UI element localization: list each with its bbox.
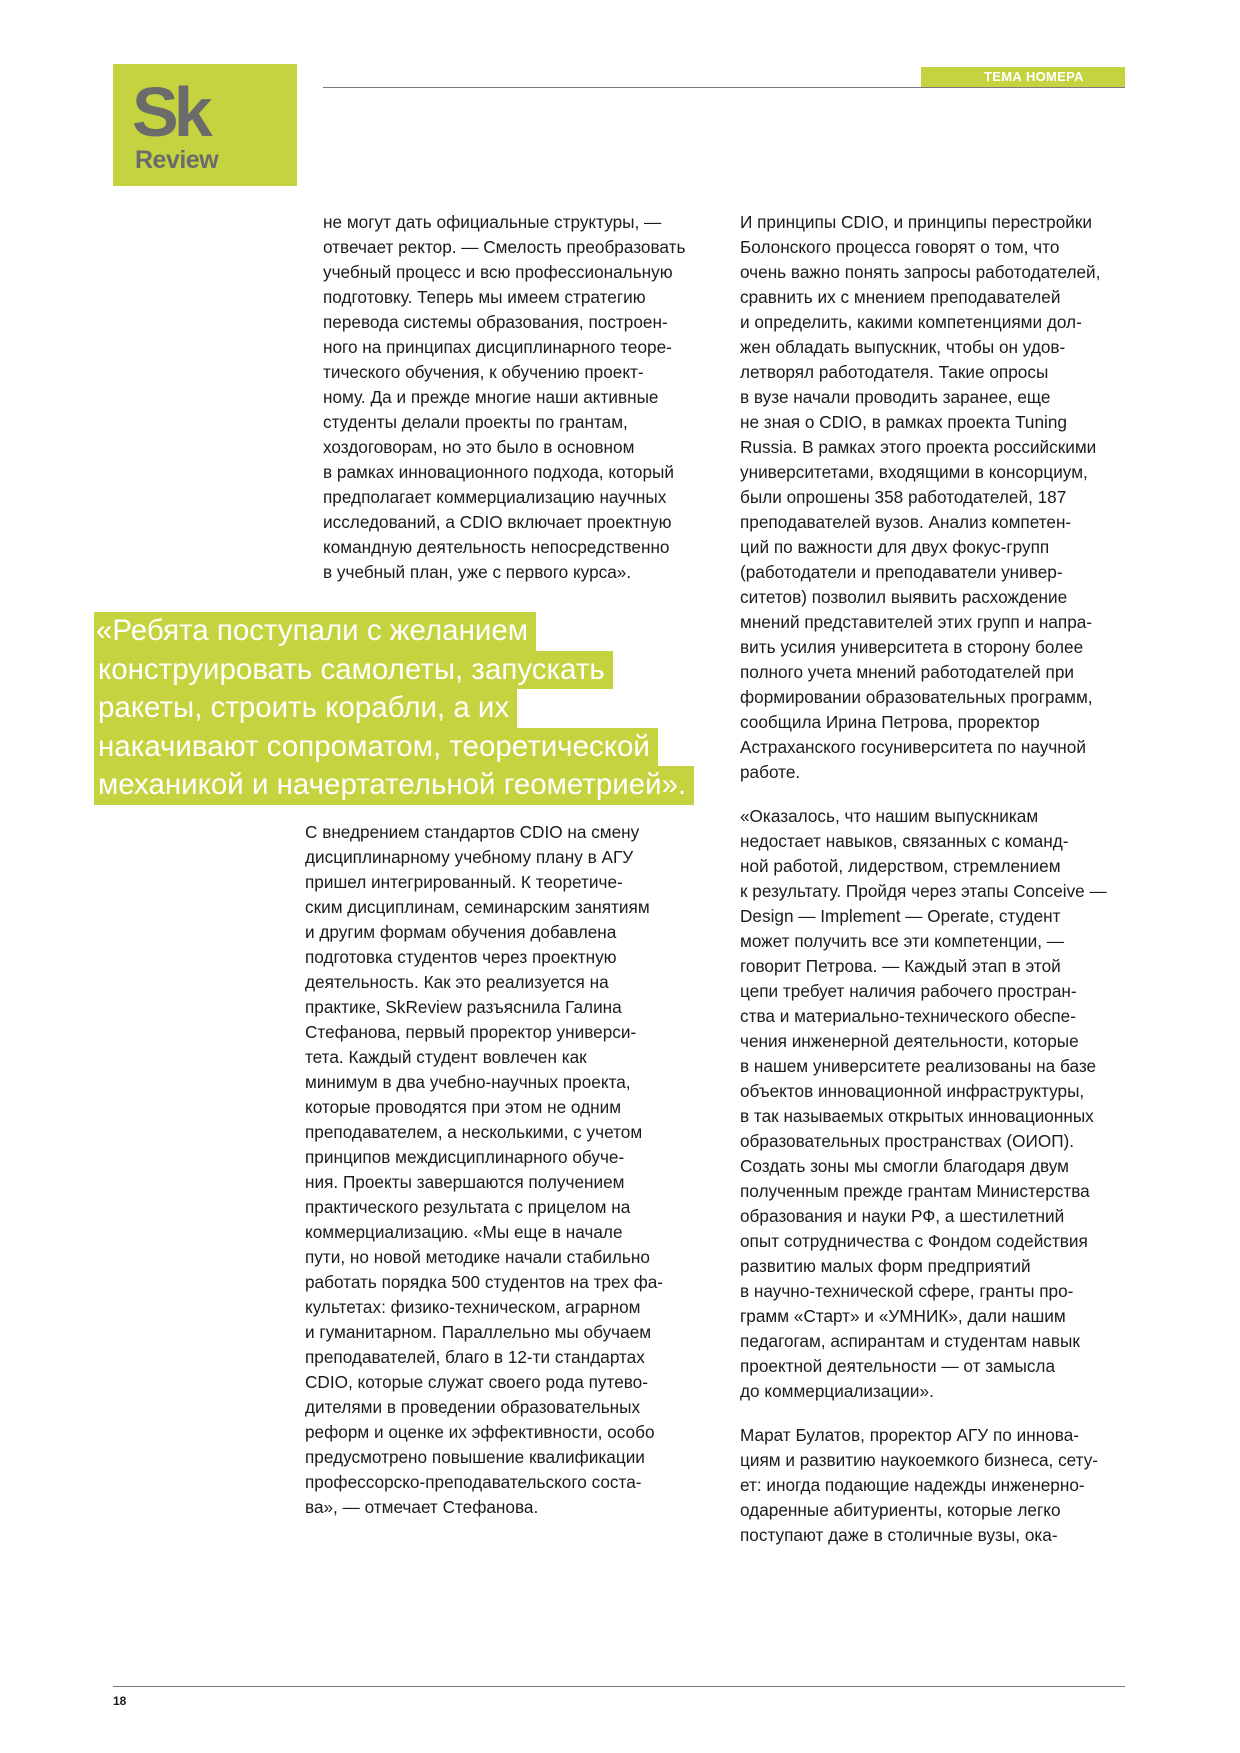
text-line: минимум в два учебно-научных проекта, [305, 1072, 631, 1092]
text-line: предусмотрено повышение квалификации [305, 1447, 645, 1467]
text-line: коммерциализацию. «Мы еще в начале [305, 1222, 623, 1242]
pull-quote-line: ракеты, строить корабли, а их [94, 689, 517, 728]
text-line: Russia. В рамках этого проекта российскими [740, 437, 1097, 457]
paragraph [740, 210, 1140, 785]
text-line: говорит Петрова. — Каждый этап в этой [740, 956, 1061, 976]
text-line: может получить все эти компетенции, — [740, 931, 1064, 951]
text-line: и гуманитарном. Параллельно мы обучаем [305, 1322, 652, 1342]
column-right [740, 210, 1140, 1548]
text-line: цепи требует наличия рабочего простран- [740, 981, 1077, 1001]
text-line: дисциплинарному учебному плану в АГУ [305, 847, 634, 867]
logo-review-text: Review [135, 146, 219, 174]
paragraph [323, 210, 723, 585]
text-line: деятельность. Как это реализуется на [305, 972, 609, 992]
text-line: исследований, а CDIO включает проектную [323, 512, 672, 532]
text-line: студенты делали проекты по грантам, [323, 412, 628, 432]
text-line: реформ и оценке их эффективности, особо [305, 1422, 655, 1442]
paragraph [740, 804, 1140, 1404]
text-line: (работодатели и преподаватели универ- [740, 562, 1063, 582]
text-line: ства и материально-технического обеспе- [740, 1006, 1076, 1026]
text-line: ва», — отмечает Стефанова. [305, 1497, 539, 1517]
text-line: тического обучения, к обучению проект- [323, 362, 644, 382]
text-line: работать порядка 500 студентов на трех фа- [305, 1272, 663, 1292]
text-line: командную деятельность непосредственно [323, 537, 670, 557]
text-line: к результату. Пройдя через этапы Conceive — [740, 881, 1107, 901]
text-line: перевода системы образования, построен- [323, 312, 668, 332]
text-line: пути, но новой методике начали стабильно [305, 1247, 650, 1267]
text-line: преподавателей, благо в 12-ти стандартах [305, 1347, 645, 1367]
text-line: мнений представителей этих групп и напра- [740, 612, 1093, 632]
text-line: были опрошены 358 работодателей, 187 [740, 487, 1067, 507]
text-line: образовательных пространствах (ОИОП). [740, 1131, 1075, 1151]
text-line: тета. Каждый студент вовлечен как [305, 1047, 587, 1067]
text-line: ного на принципах дисциплинарного теоре- [323, 337, 672, 357]
text-line: Design — Implement — Operate, студент [740, 906, 1061, 926]
text-line: И принципы CDIO, и принципы перестройки [740, 212, 1092, 232]
text-line: преподавателей вузов. Анализ компетен- [740, 512, 1072, 532]
pull-quote-line: конструировать самолеты, запускать [94, 651, 613, 690]
footer-rule [113, 1686, 1125, 1687]
text-line: циям и развитию наукоемкого бизнеса, сету- [740, 1450, 1099, 1470]
text-line: подготовку. Теперь мы имеем стратегию [323, 287, 646, 307]
text-line: профессорско-преподавательского соста- [305, 1472, 642, 1492]
text-line: в так называемых открытых инновационных [740, 1106, 1094, 1126]
text-line: пришел интегрированный. К теоретиче- [305, 872, 623, 892]
section-tag: ТЕМА НОМЕРА [921, 67, 1125, 87]
text-line: до коммерциализации». [740, 1381, 934, 1401]
text-line: вить усилия университета в сторону более [740, 637, 1084, 657]
text-line: образования и науки РФ, а шестилетний [740, 1206, 1065, 1226]
text-line: Создать зоны мы смогли благодаря двум [740, 1156, 1069, 1176]
text-line: педагогам, аспирантам и студентам навык [740, 1331, 1080, 1351]
text-line: CDIO, которые служат своего рода путево- [305, 1372, 648, 1392]
pull-quote-line: накачивают сопроматом, теоретической [94, 728, 658, 767]
text-line: в вузе начали проводить заранее, еще [740, 387, 1051, 407]
text-line: университетами, входящими в консорциум, [740, 462, 1088, 482]
text-line: в учебный план, уже с первого курса». [323, 562, 632, 582]
text-line: хоздоговорам, но это было в основном [323, 437, 635, 457]
text-line: принципов междисциплинарного обуче- [305, 1147, 625, 1167]
text-line: недостает навыков, связанных с команд- [740, 831, 1069, 851]
text-line: очень важно понять запросы работодателей, [740, 262, 1101, 282]
text-line: Астраханского госуниверситета по научной [740, 737, 1086, 757]
text-line: практике, SkReview разъяснила Галина [305, 997, 622, 1017]
text-line: не зная о CDIO, в рамках проекта Tuning [740, 412, 1067, 432]
text-line: ций по важности для двух фокус-групп [740, 537, 1050, 557]
text-line: одаренные абитуриенты, которые легко [740, 1500, 1061, 1520]
text-line: поступают даже в столичные вузы, ока- [740, 1525, 1058, 1545]
text-line: предполагает коммерциализацию научных [323, 487, 667, 507]
page-number: 18 [113, 1694, 127, 1708]
text-line: и определить, какими компетенциями дол- [740, 312, 1082, 332]
text-line: Болонского процесса говорят о том, что [740, 237, 1060, 257]
text-line: практического результата с прицелом на [305, 1197, 631, 1217]
text-line: ситетов) позволил выявить расхождение [740, 587, 1068, 607]
text-line: сравнить их с мнением преподавателей [740, 287, 1061, 307]
text-line: преподавателем, а несколькими, с учетом [305, 1122, 643, 1142]
text-line: сообщила Ирина Петрова, проректор [740, 712, 1040, 732]
text-line: ния. Проекты завершаются получением [305, 1172, 625, 1192]
text-line: полного учета мнений работодателей при [740, 662, 1074, 682]
text-line: опыт сотрудничества с Фондом содействия [740, 1231, 1088, 1251]
text-line: полученным прежде грантам Министерства [740, 1181, 1090, 1201]
text-line: развитию малых форм предприятий [740, 1256, 1031, 1276]
text-line: проектной деятельности — от замысла [740, 1356, 1056, 1376]
text-line: С внедрением стандартов CDIO на смену [305, 822, 640, 842]
text-line: Стефанова, первый проректор универси- [305, 1022, 637, 1042]
text-line: ной работой, лидерством, стремлением [740, 856, 1061, 876]
text-line: грамм «Старт» и «УМНИК», дали нашим [740, 1306, 1066, 1326]
text-line: не могут дать официальные структуры, — [323, 212, 662, 232]
text-line: Марат Булатов, проректор АГУ по иннова- [740, 1425, 1079, 1445]
text-line: ному. Да и прежде многие наши активные [323, 387, 659, 407]
text-line: которые проводятся при этом не одним [305, 1097, 622, 1117]
logo-sk-text: Sk [132, 73, 208, 151]
paragraph [305, 820, 725, 1520]
pull-quote-line: «Ребята поступали с желанием [94, 612, 536, 651]
text-line: объектов инновационной инфраструктуры, [740, 1081, 1085, 1101]
text-line: подготовка студентов через проектную [305, 947, 617, 967]
text-line: дителями в проведении образовательных [305, 1397, 641, 1417]
paragraph [740, 1423, 1140, 1548]
sk-review-logo [113, 64, 297, 186]
text-line: формировании образовательных программ, [740, 687, 1093, 707]
text-line: в рамках инновационного подхода, который [323, 462, 674, 482]
header-rule [323, 87, 1125, 88]
text-line: в нашем университете реализованы на базе [740, 1056, 1097, 1076]
text-line: летворял работодателя. Такие опросы [740, 362, 1049, 382]
text-line: «Оказалось, что нашим выпускникам [740, 806, 1039, 826]
pull-quote-line: механикой и начертательной геометрией». [94, 766, 694, 805]
column-bottom [305, 820, 725, 1520]
text-line: жен обладать выпускник, чтобы он удов- [740, 337, 1066, 357]
pull-quote [94, 612, 734, 805]
text-line: учебный процесс и всю профессиональную [323, 262, 673, 282]
text-line: культетах: физико-техническом, аграрном [305, 1297, 641, 1317]
text-line: и другим формам обучения добавлена [305, 922, 617, 942]
text-line: в научно-технической сфере, гранты про- [740, 1281, 1074, 1301]
column-top [323, 210, 723, 585]
text-line: чения инженерной деятельности, которые [740, 1031, 1079, 1051]
text-line: ет: иногда подающие надежды инженерно- [740, 1475, 1085, 1495]
text-line: работе. [740, 762, 801, 782]
text-line: отвечает ректор. — Смелость преобразовать [323, 237, 686, 257]
text-line: ским дисциплинам, семинарским занятиям [305, 897, 650, 917]
